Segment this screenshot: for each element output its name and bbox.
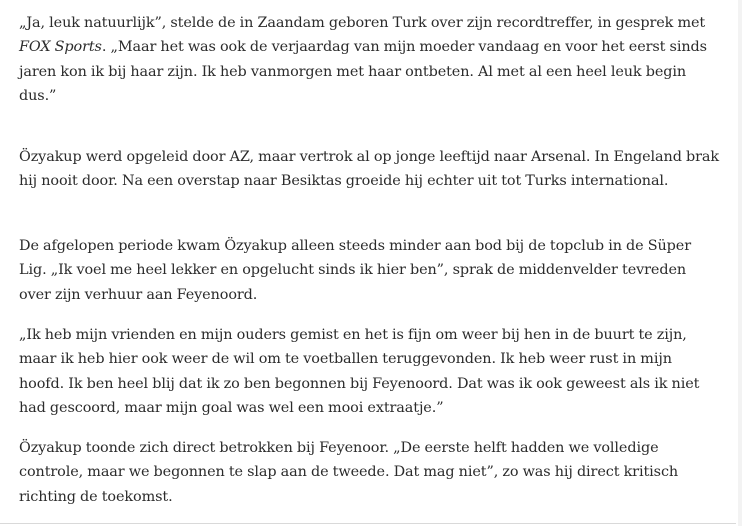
paragraph-quote-friends: „Ik heb mijn vrienden en mijn ouders gemist en het is fijn om weer bij hen in de buurt te zijn, maar ik heb hier ook weer de wil om te voetballen teruggevonden. Ik heb weer rust in mijn hoofd. Ik ben heel blij dat ik zo ben begonnen bij Feyenoord. Dat was ik ook geweest als ik niet had gescoord, maar mijn goal was wel een mooi extraatje.” — [19, 327, 700, 417]
paragraph-text: . „Maar het was ook de verjaardag van mijn moeder vandaag en voor het eerst sinds jaren kon ik bij haar zijn. Ik heb vanmorgen met haar ontbeten. Al met al een heel leuk begin dus.” — [19, 39, 707, 105]
scrollbar-track[interactable] — [738, 0, 742, 526]
bottom-divider — [0, 523, 736, 524]
paragraph-text: „Ja, leuk natuurlijk”, stelde de in Zaandam geboren Turk over zijn recordtreffer, in gesprek met — [19, 15, 706, 31]
paragraph-quote-record-goal — [19, 11, 720, 109]
paragraph-first-half: Özyakup toonde zich direct betrokken bij Feyenoor. „De eerste helft hadden we volledige controle, maar we begonnen te slap aan de tweede. Dat mag niet”, zo was hij direct kritisch richting de toekomst. — [19, 440, 679, 505]
fox-sports-italic: FOX Sports — [19, 39, 102, 56]
paragraph-super-lig: De afgelopen periode kwam Özyakup alleen steeds minder aan bod bij de topclub in de Süper Lig. „Ik voel me heel lekker en opgelucht sinds ik hier ben”, sprak de middenvelder tevreden over zijn verhuur aan Feyenoord. — [19, 238, 691, 303]
paragraph-career: Özyakup werd opgeleid door AZ, maar vertrok al op jonge leeftijd naar Arsenal. In Engeland brak hij nooit door. Na een overstap naar Besiktas groeide hij echter uit tot Turks international. — [19, 149, 719, 190]
